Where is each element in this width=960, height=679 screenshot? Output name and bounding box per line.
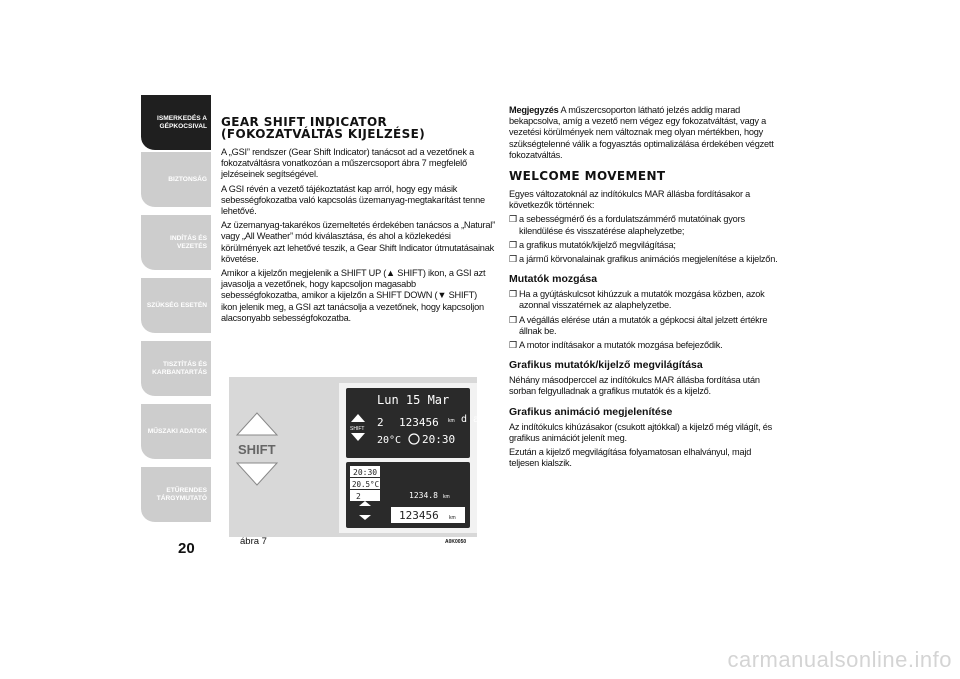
- gsi-heading-line2: (FOKOZATVÁLTÁS KIJELZÉSE): [221, 127, 426, 141]
- list-item: [509, 289, 779, 311]
- display-odometer: 123456: [399, 416, 439, 429]
- right-column: [509, 105, 779, 472]
- figure-caption: ábra 7: [240, 536, 267, 547]
- tab-inditas[interactable]: [141, 215, 211, 271]
- animation-text-2: Ezután a kijelző megvilágítása folyamatosan elhalványul, majd teljesen kialszik.: [509, 447, 752, 469]
- figure-code: A0K0050: [445, 539, 467, 545]
- checkbox-icon: ❒: [509, 289, 517, 300]
- welcome-intro: Egyes változatoknál az indítókulcs MAR állásba fordításakor a következők történnek:: [509, 189, 751, 211]
- list-item: [509, 214, 779, 236]
- watermark: carmanualsonline.info: [727, 647, 952, 672]
- display-time: 20:30: [422, 433, 456, 446]
- list-item-text: a jármű körvonalainak grafikus animációs megjelenítése a kijelzőn.: [519, 254, 778, 265]
- tab-szukseg[interactable]: [141, 278, 211, 334]
- display-time-small: 20:30: [353, 468, 378, 477]
- tab-muszaki[interactable]: [141, 404, 211, 460]
- list-item: [509, 315, 779, 337]
- welcome-heading: WELCOME MOVEMENT: [509, 169, 666, 184]
- tab-label: TISZTÍTÁS ÉS KARBANTARTÁS: [152, 360, 207, 376]
- gsi-paragraph-3: Az üzemanyag-takarékos üzemeltetés érdekében tanácsos a „Natural” vagy „All Weather” mód kiválasztása, és ahol a közlekedési körülmények azt lehetővé teszik, a Gear Shift Indicator útmutatásainak követése.: [221, 220, 496, 264]
- display-gear: 2: [377, 416, 384, 429]
- shift-big-label: SHIFT: [238, 442, 276, 457]
- tab-label: ETŰRENDES TÁRGYMUTATÓ: [156, 486, 207, 502]
- checkbox-icon: ❒: [509, 254, 517, 265]
- tab-biztonsag[interactable]: [141, 152, 211, 208]
- display-odometer-bottom: 123456: [399, 509, 439, 522]
- note-label: Megjegyzés: [509, 105, 559, 115]
- list-item-text: a sebességmérő és a fordulatszámmérő mutatóinak gyors kilendülése és visszatérése alaphelyzetbe;: [519, 214, 745, 236]
- list-item: [509, 340, 779, 351]
- moves-heading: Mutatók mozgása: [509, 273, 598, 286]
- list-item-text: A végállás elérése után a mutatók a gépkocsi által jelzett értékre állnak be.: [519, 314, 768, 336]
- display-temp-small: 20.5°C: [352, 480, 380, 489]
- list-item-text: A motor indításakor a mutatók mozgása befejeződik.: [519, 340, 723, 351]
- page-number: 20: [178, 540, 195, 557]
- display-date: Lun 15 Mar: [377, 393, 450, 407]
- display-trip: 1234.8: [409, 491, 438, 500]
- checkbox-icon: ❒: [509, 239, 517, 250]
- tab-label: ISMERKEDÉS A GÉPKOCSIVAL: [157, 114, 207, 130]
- animation-heading: Grafikus animáció megjelenítése: [509, 405, 673, 418]
- shift-small-label: SHIFT: [350, 426, 365, 432]
- tab-ismerkedes[interactable]: [141, 95, 211, 151]
- chapter-sidebar: [141, 95, 211, 536]
- note-paragraph: [509, 105, 779, 161]
- note-text: A műszercsoporton látható jelzés addig marad bekapcsolva, amíg a vezető nem végez egy fokozatváltást, vagy a vezetési körülmények nem változnak meg olyan mértékben, hogy szükségtelenné válik a fogyasztás optimalizálása érdekében végzett fokozatváltás.: [509, 105, 774, 160]
- list-item: [509, 254, 779, 265]
- instrument-display-illustration: [229, 377, 480, 537]
- tab-targymutato[interactable]: [141, 467, 211, 523]
- checkbox-icon: ❒: [509, 340, 517, 351]
- tab-tisztitas[interactable]: [141, 341, 211, 397]
- gsi-paragraph-1: A „GSI” rendszer (Gear Shift Indicator) tanácsot ad a vezetőnek a fokozatváltásra vonatkozóan a műszercsoport ábra 7 megfelelő jelzéseinek segítségével.: [221, 147, 475, 180]
- list-item-text: a grafikus mutatók/kijelző megvilágítása;: [519, 239, 676, 250]
- gsi-paragraph-2: A GSI révén a vezető tájékoztatást kap arról, hogy egy másik sebességfokozatba való kapcsolás üzemanyag-megtakarítást tenne lehetővé.: [221, 183, 485, 217]
- animation-text-1: Az indítókulcs kihúzásakor (csukott ajtókkal) a kijelző még világít, és grafikus animációt jelenít meg.: [509, 421, 773, 443]
- gsi-paragraph-4: Amikor a kijelzőn megjelenik a SHIFT UP (▲ SHIFT) ikon, a GSI azt javasolja a vezetőnek, hogy kapcsoljon magasabb sebességfokozatba, amikor a kijelzőn a SHIFT DOWN (▼ SHIFT) ikon jelenik meg, a GSI azt tanácsolja a vezetőnek, hogy kapcsoljon alacsonyabb sebességfokozatba.: [221, 268, 486, 323]
- tab-label: SZÜKSÉG ESETÉN: [146, 301, 207, 309]
- lighting-text: Néhány másodperccel az indítókulcs MAR állásba fordítása után sorban felgyulladnak a grafikus mutatók és a kijelző.: [509, 375, 760, 397]
- display-odo-bottom-unit: km: [449, 515, 456, 521]
- gsi-heading-line1: GEAR SHIFT INDICATOR: [221, 115, 388, 129]
- display-trip-unit: km: [443, 494, 450, 500]
- display-temp: 20°C: [377, 435, 402, 446]
- display-gear-small: 2: [356, 492, 361, 501]
- display-letters: d a: [461, 414, 480, 425]
- checkbox-icon: ❒: [509, 314, 517, 325]
- display-odo-unit: km: [448, 418, 455, 424]
- tab-label: BIZTONSÁG: [168, 175, 207, 183]
- list-item-text: Ha a gyújtáskulcsot kihúzzuk a mutatók mozgása közben, azok azonnal visszatérnek az alaphelyzetbe.: [519, 289, 765, 311]
- tab-label: INDÍTÁS ÉS VEZETÉS: [169, 234, 207, 250]
- checkbox-icon: ❒: [509, 214, 517, 225]
- figure-instrument-display: [229, 377, 480, 537]
- lighting-heading: Grafikus mutatók/kijelző megvilágítása: [509, 359, 703, 372]
- list-item: [509, 240, 779, 251]
- tab-label: MŰSZAKI ADATOK: [147, 427, 207, 435]
- left-column: [221, 116, 495, 327]
